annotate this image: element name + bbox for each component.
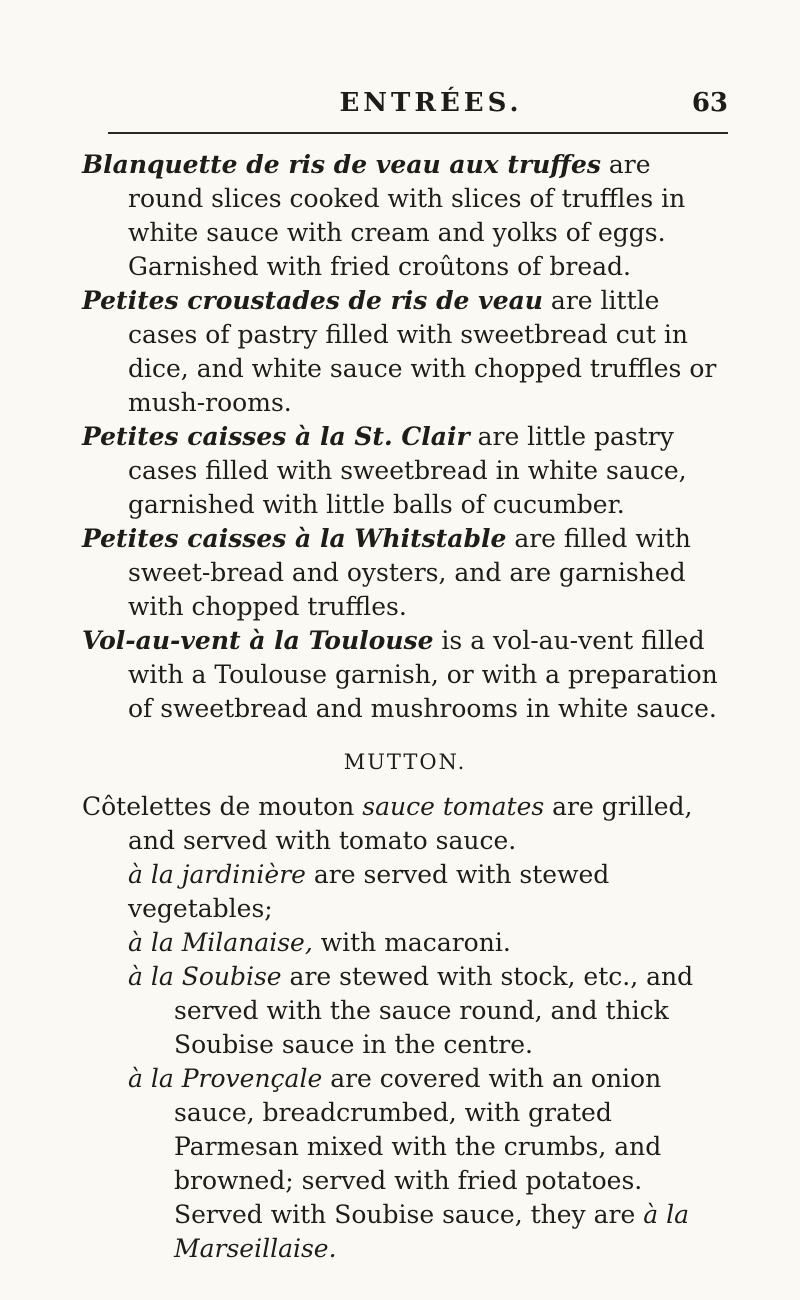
- header-rule: [108, 132, 728, 134]
- entry-prefix: Côtelettes de mouton: [82, 792, 363, 821]
- entry-text: are little pastry cases filled with sweetbread in white sauce, garnished with little balls of cucumber.: [128, 422, 687, 519]
- page-content: [82, 148, 728, 1266]
- variant-provencale: [82, 1062, 728, 1266]
- entry-vol-au-vent: [82, 624, 728, 726]
- entry-caisses-whitstable: [82, 522, 728, 624]
- subheading-mutton: MUTTON.: [343, 750, 467, 774]
- entry-term: Blanquette de ris de veau aux truffes: [82, 150, 601, 179]
- entry-text: are grilled, and served with tomato sauce.: [128, 792, 693, 855]
- variant-italic: à la Provençale: [128, 1064, 323, 1093]
- entry-text: is a vol-au-vent filled with a Toulouse garnish, or with a preparation of sweetbread and mushrooms in white sauce.: [128, 626, 718, 723]
- variant-text: are served with stewed vegetables;: [128, 860, 610, 923]
- entry-term: Vol-au-vent à la Toulouse: [82, 626, 434, 655]
- entry-text: are round slices cooked with slices of truffles in white sauce with cream and yolks of eggs. Garnished with fried croûtons of bread.: [128, 150, 686, 281]
- variant-italic: à la Soubise: [128, 962, 282, 991]
- entry-term: Petites caisses à la St. Clair: [82, 422, 470, 451]
- entry-petites-croustades: [82, 284, 728, 420]
- page-number: 63: [691, 88, 728, 118]
- variant-italic: à la jardinière: [128, 860, 306, 889]
- entry-text: are little cases of pastry filled with sweetbread cut in dice, and white sauce with chopped truffles or mush-rooms.: [128, 286, 717, 417]
- section-title: ENTRÉES.: [339, 88, 523, 118]
- variant-text: are stewed with stock, etc., and served with the sauce round, and thick Soubise sauce in the centre.: [174, 962, 694, 1059]
- variant-text: are covered with an onion sauce, breadcrumbed, with grated Parmesan mixed with the crumbs, and browned; served with fried potatoes. Served with Soubise sauce, they are: [174, 1064, 662, 1229]
- variant-text: with macaroni.: [312, 928, 511, 957]
- entry-term: Petites croustades de ris de veau: [82, 286, 543, 315]
- variant-italic: à la Milanaise,: [128, 928, 313, 957]
- entry-cotelettes: [82, 790, 728, 858]
- entry-caisses-st-clair: [82, 420, 728, 522]
- entry-blanquette: [82, 148, 728, 284]
- entry-term: Petites caisses à la Whitstable: [82, 524, 507, 553]
- entry-text: are filled with sweet-bread and oysters, and are garnished with chopped truffles.: [128, 524, 691, 621]
- variant-italic-end: à la Marseillaise.: [174, 1200, 689, 1263]
- variant-milanaise: [82, 926, 728, 960]
- variant-jardiniere: [82, 858, 728, 926]
- variant-soubise: [82, 960, 728, 1062]
- entry-italic: sauce tomates: [362, 792, 545, 821]
- running-head: [108, 88, 728, 128]
